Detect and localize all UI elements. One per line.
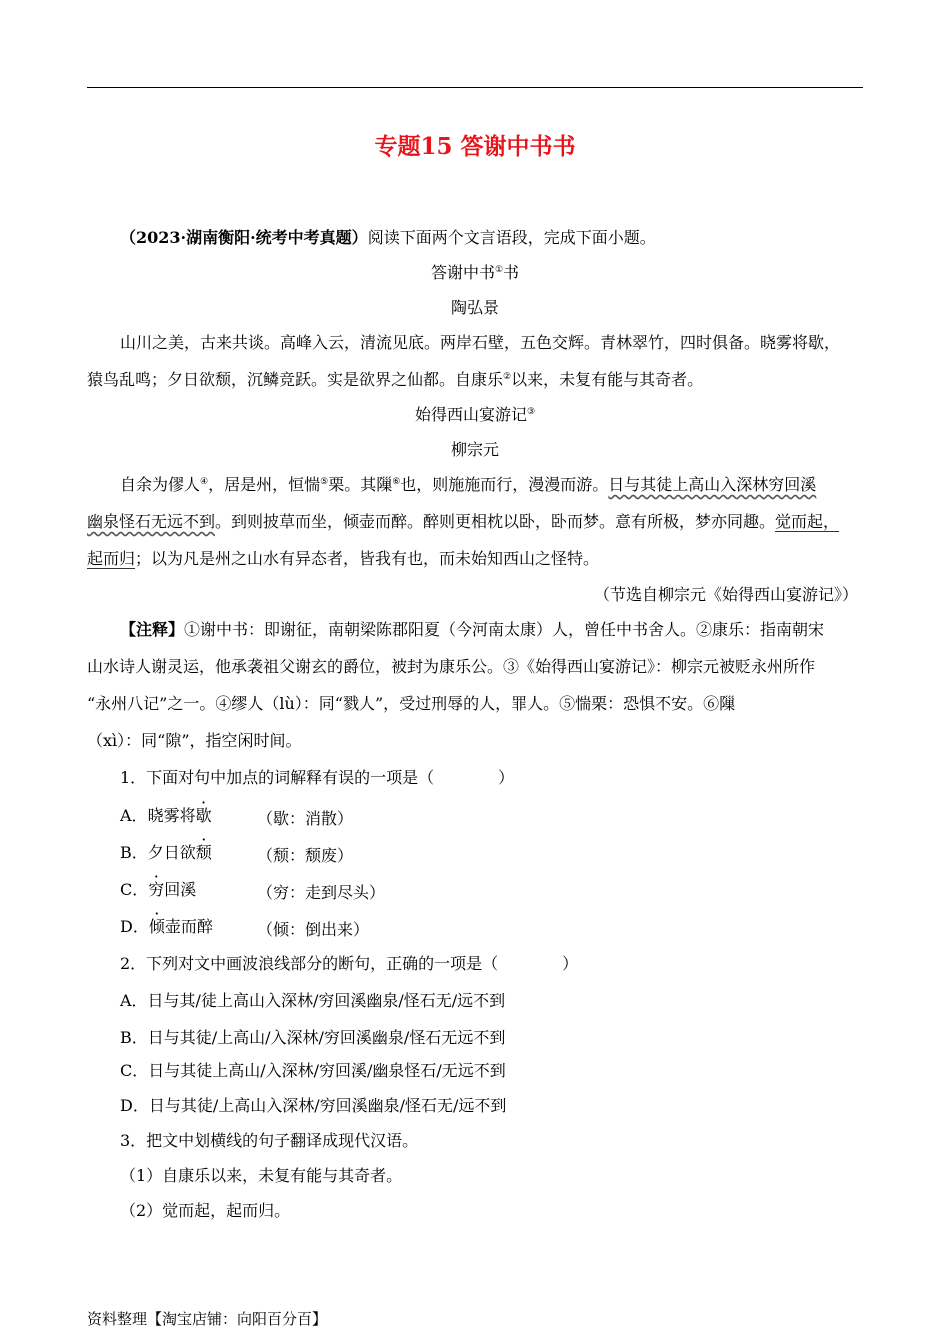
- passage2-line: 自余为僇人④，居是州，恒惴⑤栗。其隟⑥也，则施施而行，漫漫而游。日与其徒上高山入深林穷回溪: [120, 475, 817, 494]
- q1-gloss: （倾：倒出来）: [257, 920, 370, 939]
- passage2-line: 起而归；以为凡是州之山水有异态者，皆我有也，而未始知西山之怪特。: [87, 549, 600, 568]
- q3-item: （1）自康乐以来，未复有能与其奇者。: [120, 1166, 403, 1185]
- passage2-source: （节选自柳宗元《始得西山宴游记》）: [593, 585, 858, 604]
- note-marker: ④: [200, 477, 209, 487]
- q1-option: C．穷回溪: [120, 880, 197, 899]
- underlined-sentence: 起而归: [87, 549, 136, 568]
- intro-line: [120, 228, 656, 248]
- notes-line: （xì）：同“隙”，指空闲时间。: [87, 731, 302, 750]
- notes-line: 山水诗人谢灵运，他承袭祖父谢玄的爵位，被封为康乐公。③《始得西山宴游记》：柳宗元被贬永州所作: [87, 657, 816, 676]
- footer-text: 资料整理【淘宝店铺：向阳百分百】: [87, 1310, 328, 1328]
- dotted-word: 颓: [195, 843, 212, 862]
- q2-option: A．日与其/徒上高山入深林/穷回溪幽泉/怪石无/远不到: [120, 991, 506, 1010]
- passage1-title: 答谢中书①书: [430, 263, 520, 282]
- passage2-title: 始得西山宴游记③: [414, 405, 536, 424]
- question-source: （2023·湖南衡阳·统考中考真题）: [120, 228, 368, 247]
- instruction: 阅读下面两个文言语段，完成下面小题。: [367, 228, 656, 247]
- q3-stem: 3．把文中划横线的句子翻译成现代汉语。: [120, 1131, 419, 1150]
- note-marker: ③: [526, 407, 536, 417]
- q1-option: A．晓雾将歇: [120, 806, 212, 825]
- notes-line: “永州八记”之一。④缪人（lù）：同“戮人”，受过刑辱的人，罪人。⑤惴栗：恐惧不安。⑥隟: [87, 694, 736, 713]
- underlined-sentence: 觉而起，: [775, 512, 840, 531]
- passage1-line: 猿鸟乱鸣；夕日欲颓，沉鳞竞跃。实是欲界之仙都。自康乐②以来，未复有能与其奇者。: [87, 370, 704, 389]
- wavy-underlined-text: 幽泉怪石无远不到: [87, 512, 216, 531]
- q1-gloss: （穷：走到尽头）: [257, 883, 386, 902]
- passage2-author: 柳宗元: [450, 440, 499, 459]
- page-title: 专题15 答谢中书书: [374, 133, 576, 160]
- dotted-word: 穷: [148, 880, 165, 899]
- q1-gloss: （颓：颓废）: [257, 846, 354, 865]
- q2-option: B．日与其徒/上高山/入深林/穷回溪幽泉/怪石无远不到: [120, 1028, 506, 1047]
- note-marker: ②: [503, 372, 512, 382]
- note-marker: ①: [494, 265, 504, 275]
- note-marker: ⑤: [320, 477, 329, 487]
- header-rule: [87, 87, 863, 88]
- dotted-word: 倾: [148, 917, 165, 936]
- q1-gloss: （歇：消散）: [257, 809, 354, 828]
- wavy-underlined-text: 日与其徒上高山入深林穷回溪: [608, 475, 817, 494]
- q3-item: （2）觉而起，起而归。: [120, 1201, 291, 1220]
- note-marker: ⑥: [392, 477, 401, 487]
- q1-stem: 1．下面对句中加点的词解释有误的一项是（ ）: [120, 768, 515, 787]
- q2-option: C．日与其徒上高山/入深林/穷回溪/幽泉怪石/无远不到: [120, 1061, 506, 1080]
- dotted-word: 歇: [195, 806, 212, 825]
- passage2-line: 幽泉怪石无远不到。到则披草而坐，倾壶而醉。醉则更相枕以卧，卧而梦。意有所极，梦亦同趣。觉而起，: [87, 512, 840, 531]
- passage1-line: 山川之美，古来共谈。高峰入云，清流见底。两岸石壁，五色交辉。青林翠竹，四时俱备。晓雾将歇，: [120, 333, 841, 352]
- passage1-author: 陶弘景: [450, 298, 499, 317]
- q2-stem: 2．下列对文中画波浪线部分的断句，正确的一项是（ ）: [120, 954, 579, 973]
- notes-label: 【注释】: [120, 620, 185, 639]
- q1-option: B．夕日欲颓: [120, 843, 212, 862]
- notes-line: 【注释】①谢中书：即谢征，南朝梁陈郡阳夏（今河南太康）人，曾任中书舍人。②康乐：指南朝宋: [120, 620, 825, 639]
- q2-option: D．日与其徒/上高山入深林/穷回溪幽泉/怪石无/远不到: [120, 1096, 507, 1115]
- q1-option: D．倾壶而醉: [120, 917, 213, 936]
